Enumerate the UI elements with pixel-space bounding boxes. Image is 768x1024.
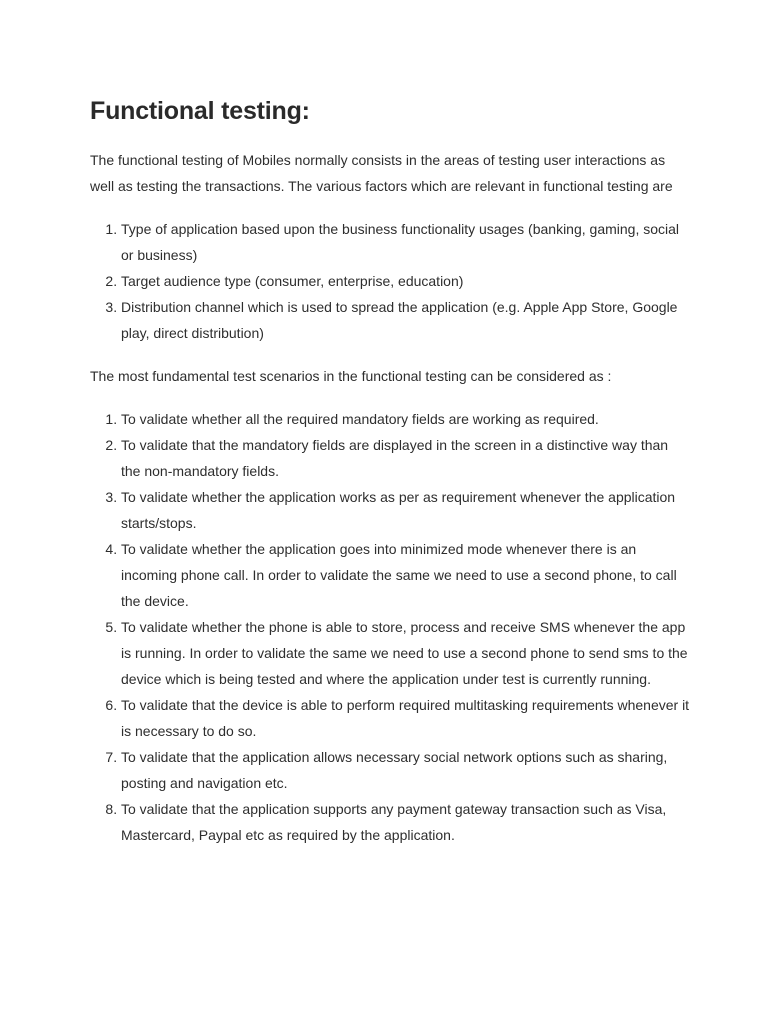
- list-item: 7. To validate that the application allows necessary social network options such as sharing, posting and navigation etc.: [121, 744, 690, 796]
- list-item: 1. Type of application based upon the business functionality usages (banking, gaming, social or business): [121, 216, 690, 268]
- intro-paragraph: The functional testing of Mobiles normally consists in the areas of testing user interactions as well as testing the transactions. The various factors which are relevant in functional testing are: [90, 152, 673, 194]
- list-item: 2. To validate that the mandatory fields are displayed in the screen in a distinctive way than the non-mandatory fields.: [121, 432, 690, 484]
- list-item: 2. Target audience type (consumer, enterprise, education): [121, 268, 690, 294]
- scenarios-list: [90, 406, 690, 848]
- document-page: [90, 94, 690, 865]
- list-item: 4. To validate whether the application goes into minimized mode whenever there is an incoming phone call. In order to validate the same we need to use a second phone, to call the device.: [121, 536, 690, 614]
- page-title: Functional testing:: [90, 97, 310, 125]
- list-item: 3. Distribution channel which is used to spread the application (e.g. Apple App Store, Google play, direct distribution): [121, 294, 690, 346]
- list-item: 5. To validate whether the phone is able to store, process and receive SMS whenever the app is running. In order to validate the same we need to use a second phone to send sms to the device which is being tested and where the application under test is currently running.: [121, 614, 690, 692]
- list-item: 8. To validate that the application supports any payment gateway transaction such as Visa, Mastercard, Paypal etc as required by the application.: [121, 796, 690, 848]
- scenarios-intro-paragraph: The most fundamental test scenarios in the functional testing can be considered as :: [90, 368, 612, 384]
- list-item: 3. To validate whether the application works as per as requirement whenever the application starts/stops.: [121, 484, 690, 536]
- list-item: 1. To validate whether all the required mandatory fields are working as required.: [121, 406, 690, 432]
- list-item: 6. To validate that the device is able to perform required multitasking requirements whenever it is necessary to do so.: [121, 692, 690, 744]
- factors-list: [90, 216, 690, 346]
